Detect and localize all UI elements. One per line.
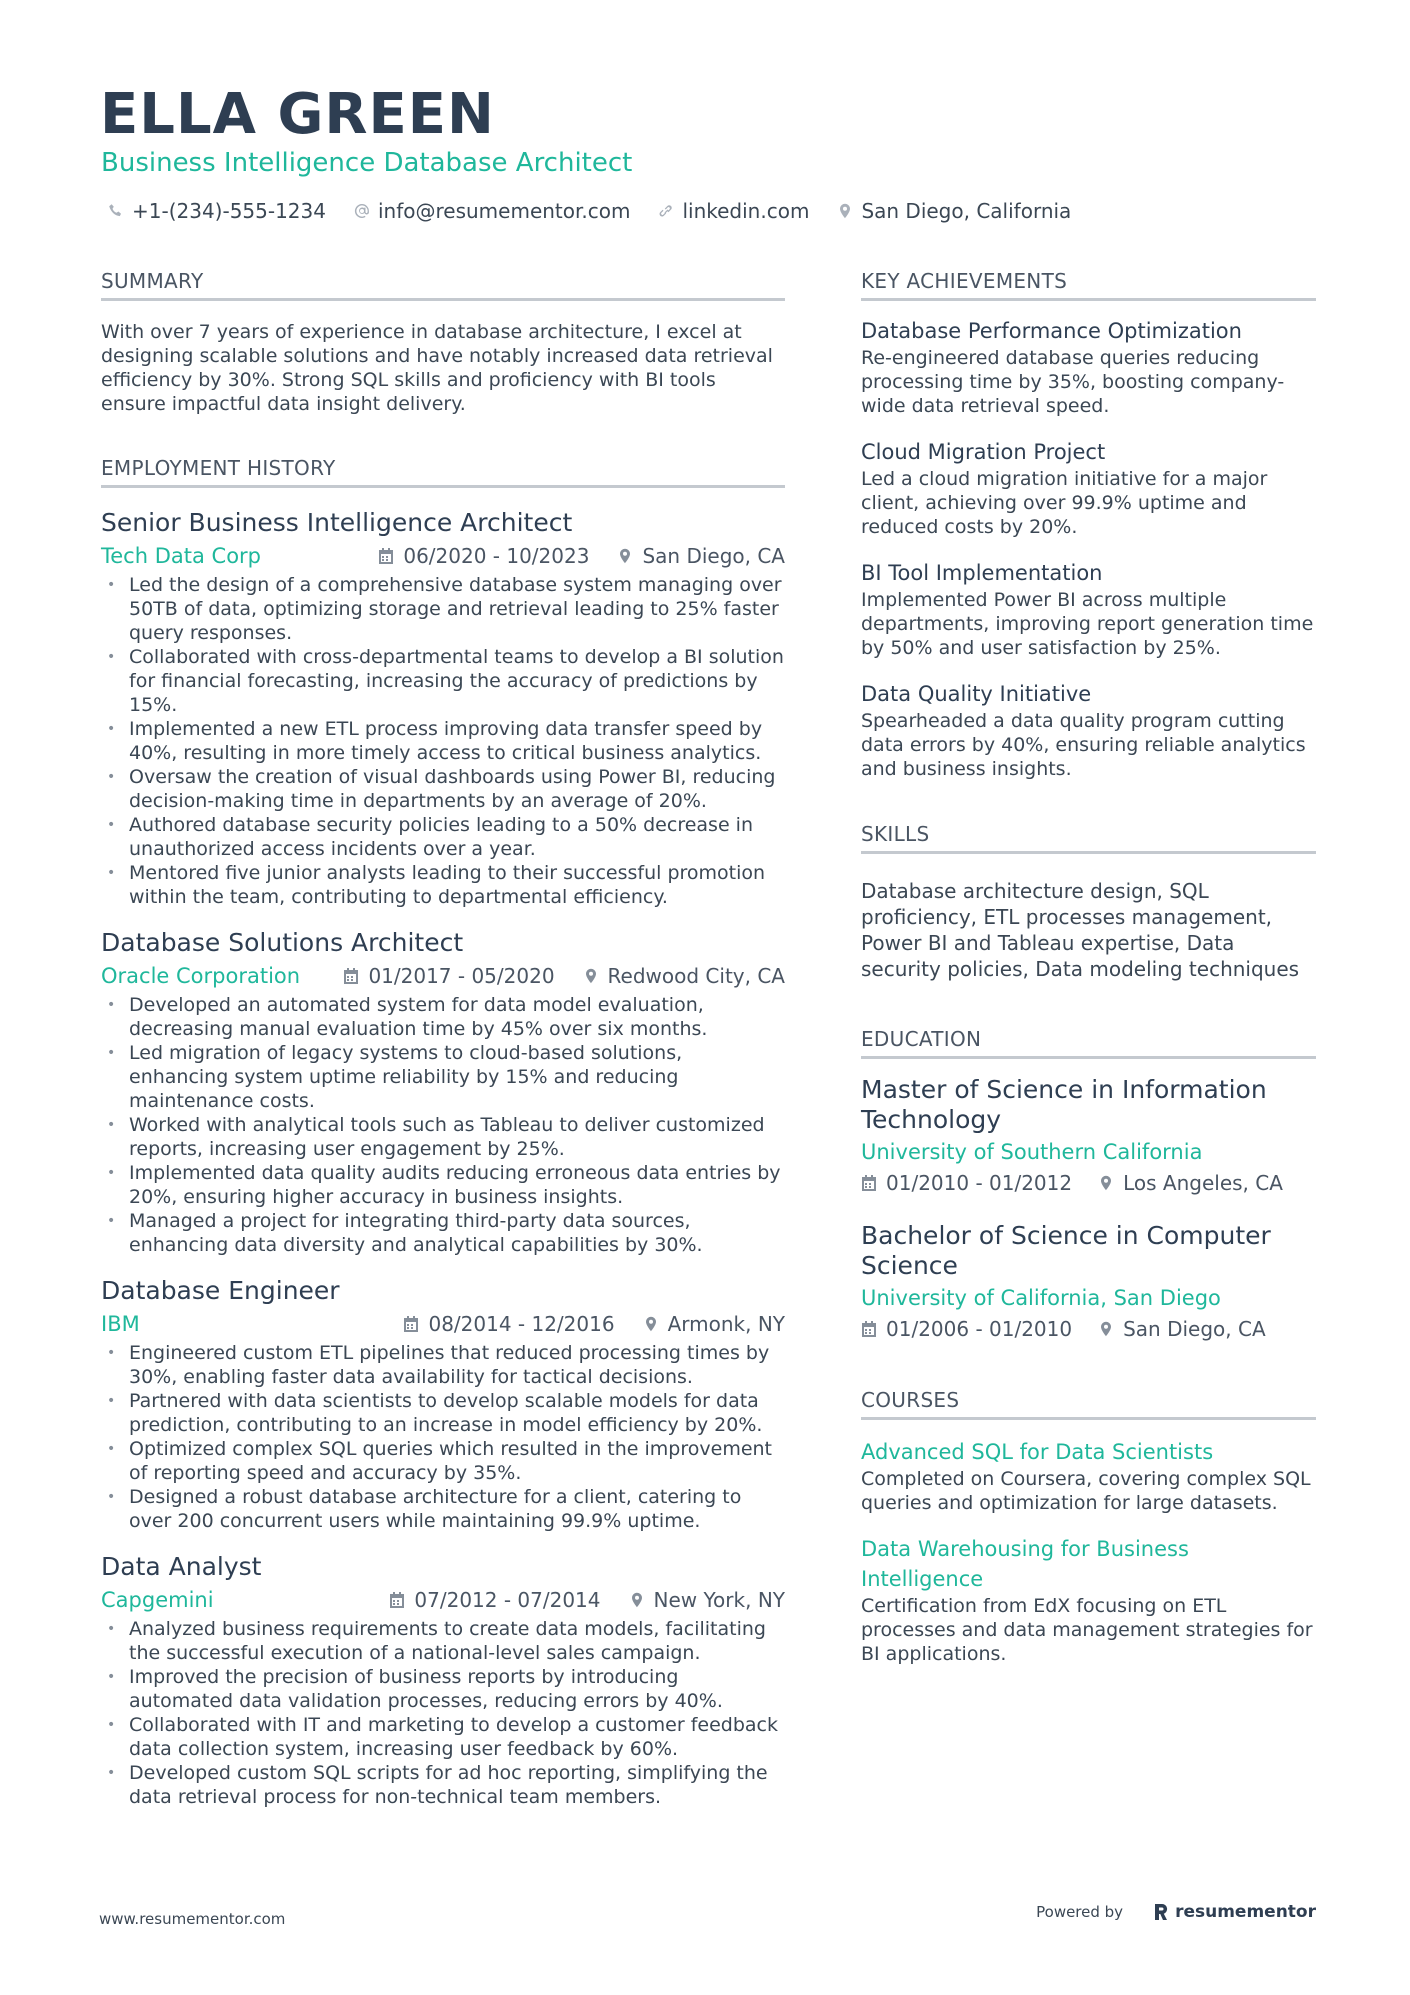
list-item: • Developed an automated system for data model evaluation, decreasing manual evaluation time by 45% over six months.: [101, 993, 785, 1041]
job-dates-text: 01/2017 - 05/2020: [368, 964, 555, 988]
job-entry: [101, 1551, 785, 1809]
job-location: [617, 544, 785, 568]
candidate-name: ELLA GREEN: [100, 82, 495, 147]
job-title: Senior Business Intelligence Architect: [101, 508, 573, 537]
list-item: • Improved the precision of business reports by introducing automated data validation processes, reducing errors by 40%.: [101, 1665, 785, 1713]
calendar-icon: [861, 1321, 877, 1337]
job-company: Tech Data Corp: [101, 544, 262, 568]
job-dates-text: 07/2012 - 07/2014: [414, 1588, 601, 1612]
job-dates-text: 06/2020 - 10/2023: [403, 544, 590, 568]
education-meta: [861, 1167, 1316, 1199]
education-section: [861, 1026, 1316, 1345]
achievement-text: Led a cloud migration initiative for a major client, achieving over 99.9% uptime and reduced costs by 20%.: [861, 468, 1268, 538]
course-item: [861, 1534, 1316, 1666]
education-degree: Master of Science in Information Technology: [861, 1075, 1267, 1134]
contact-linkedin[interactable]: [658, 199, 809, 223]
course-item: [861, 1437, 1316, 1515]
job-meta: [101, 959, 785, 993]
contact-bar: [108, 196, 1099, 226]
email-text: info@resumementor.com: [377, 199, 631, 223]
summary-heading: SUMMARY: [101, 268, 785, 301]
job-location: [583, 964, 785, 988]
job-bullets: [101, 573, 785, 909]
location-icon: [583, 968, 599, 984]
job-title: Database Solutions Architect: [101, 928, 464, 957]
job-bullets: [101, 993, 785, 1257]
education-dates: [861, 1171, 1072, 1195]
job-company: IBM: [101, 1312, 140, 1336]
job-entry: [101, 927, 785, 1257]
contact-email[interactable]: [354, 199, 630, 223]
job-location-text: San Diego, CA: [642, 544, 785, 568]
location-icon: [629, 1592, 645, 1608]
job-dates: [378, 544, 589, 568]
brand-logo[interactable]: [1153, 1902, 1316, 1922]
job-bullets: [101, 1617, 785, 1809]
education-dates-text: 01/2010 - 01/2012: [886, 1171, 1073, 1195]
achievement-item: [861, 437, 1316, 539]
course-title: Advanced SQL for Data Scientists: [861, 1440, 1214, 1464]
right-column: [861, 268, 1316, 1666]
summary-section: [101, 268, 785, 416]
summary-text: With over 7 years of experience in database architecture, I excel at designing scalable solutions and have notably increased data retrieval efficiency by 30%. Strong SQL skills and proficiency with BI tools ensure impactful data insight delivery.: [101, 321, 773, 415]
education-dates-text: 01/2006 - 01/2010: [886, 1317, 1073, 1341]
employment-heading: EMPLOYMENT HISTORY: [101, 455, 785, 488]
phone-text: +1-(234)-555-1234: [132, 199, 326, 223]
job-dates-text: 08/2014 - 12/2016: [428, 1312, 615, 1336]
achievement-text: Implemented Power BI across multiple departments, improving report generation time by 50% and user satisfaction by 25%.: [861, 589, 1314, 659]
achievements-section: [861, 268, 1316, 781]
education-degree: Bachelor of Science in Computer Science: [861, 1221, 1271, 1280]
contact-phone: [108, 199, 326, 223]
list-item: • Worked with analytical tools such as Tableau to deliver customized reports, increasing user engagement by 25%.: [101, 1113, 785, 1161]
job-entry: [101, 1275, 785, 1533]
calendar-icon: [343, 968, 359, 984]
list-item: • Collaborated with cross-departmental teams to develop a BI solution for financial forecasting, increasing the accuracy of predictions by 15%.: [101, 645, 785, 717]
education-location-text: Los Angeles, CA: [1123, 1171, 1283, 1195]
footer-powered: [1036, 1902, 1316, 1922]
list-item: • Managed a project for integrating third-party data sources, enhancing data diversity and analytical capabilities by 30%.: [101, 1209, 785, 1257]
calendar-icon: [389, 1592, 405, 1608]
job-location: [629, 1588, 785, 1612]
education-school: University of California, San Diego: [861, 1286, 1221, 1310]
list-item: • Optimized complex SQL queries which resulted in the improvement of reporting speed and accuracy by 35%.: [101, 1437, 785, 1485]
list-item: • Mentored five junior analysts leading to their successful promotion within the team, contributing to departmental efficiency.: [101, 861, 785, 909]
list-item: • Designed a robust database architecture for a client, catering to over 200 concurrent users while maintaining 99.9% uptime.: [101, 1485, 785, 1533]
job-location-text: Redwood City, CA: [607, 964, 785, 988]
phone-icon: [108, 203, 124, 219]
list-item: • Collaborated with IT and marketing to develop a customer feedback data collection system, increasing user feedback by 60%.: [101, 1713, 785, 1761]
job-location-text: New York, NY: [653, 1588, 785, 1612]
education-meta: [861, 1313, 1316, 1345]
job-location: [643, 1312, 785, 1336]
achievement-title: Database Performance Optimization: [861, 319, 1242, 343]
achievement-title: Data Quality Initiative: [861, 682, 1092, 706]
list-item: • Led migration of legacy systems to cloud-based solutions, enhancing system uptime reliability by 15% and reducing maintenance costs.: [101, 1041, 785, 1113]
job-meta: [101, 1583, 785, 1617]
location-icon: [837, 203, 853, 219]
employment-section: [101, 455, 785, 1809]
list-item: • Implemented a new ETL process improving data transfer speed by 40%, resulting in more timely access to critical business analytics.: [101, 717, 785, 765]
list-item: • Led the design of a comprehensive database system managing over 50TB of data, optimizing storage and retrieval leading to 25% faster query responses.: [101, 573, 785, 645]
skills-heading: SKILLS: [861, 821, 1316, 854]
education-item: [861, 1221, 1316, 1345]
achievement-item: [861, 316, 1316, 418]
calendar-icon: [403, 1316, 419, 1332]
candidate-role: Business Intelligence Database Architect: [101, 148, 633, 178]
left-column: [101, 268, 785, 1809]
list-item: • Implemented data quality audits reducing erroneous data entries by 20%, ensuring higher accuracy in business insights.: [101, 1161, 785, 1209]
achievement-item: [861, 679, 1316, 781]
location-icon: [1098, 1175, 1114, 1191]
education-item: [861, 1075, 1316, 1199]
education-school: University of Southern California: [861, 1140, 1203, 1164]
achievement-item: [861, 558, 1316, 660]
list-item: • Developed custom SQL scripts for ad hoc reporting, simplifying the data retrieval process for non-technical team members.: [101, 1761, 785, 1809]
list-item: • Engineered custom ETL pipelines that reduced processing times by 30%, enabling faster data availability for tactical decisions.: [101, 1341, 785, 1389]
link-icon: [658, 203, 674, 219]
job-meta: [101, 539, 785, 573]
job-title: Data Analyst: [101, 1552, 262, 1581]
education-location-text: San Diego, CA: [1123, 1317, 1266, 1341]
job-entry: [101, 507, 785, 909]
location-icon: [1098, 1321, 1114, 1337]
footer-website[interactable]: www.resumementor.com: [99, 1910, 286, 1928]
powered-by-label: Powered by: [1036, 1903, 1124, 1921]
education-dates: [861, 1317, 1072, 1341]
list-item: • Oversaw the creation of visual dashboards using Power BI, reducing decision-making time in departments by an average of 20%.: [101, 765, 785, 813]
skills-section: [861, 821, 1316, 982]
resumementor-logo-icon: [1153, 1903, 1169, 1921]
list-item: • Authored database security policies leading to a 50% decrease in unauthorized access incidents over a year.: [101, 813, 785, 861]
job-company: Oracle Corporation: [101, 964, 301, 988]
job-company: Capgemini: [101, 1588, 214, 1612]
job-dates: [403, 1312, 614, 1336]
education-location: [1098, 1171, 1283, 1195]
course-title: Data Warehousing for Business Intelligence: [861, 1537, 1189, 1591]
education-heading: EDUCATION: [861, 1026, 1316, 1059]
location-text: San Diego, California: [861, 199, 1072, 223]
course-text: Completed on Coursera, covering complex SQL queries and optimization for large datasets.: [861, 1468, 1311, 1514]
location-icon: [617, 548, 633, 564]
job-title: Database Engineer: [101, 1276, 340, 1305]
at-icon: [354, 203, 370, 219]
achievement-title: BI Tool Implementation: [861, 561, 1103, 585]
job-bullets: [101, 1341, 785, 1533]
calendar-icon: [378, 548, 394, 564]
courses-section: [861, 1387, 1316, 1666]
location-icon: [643, 1316, 659, 1332]
education-location: [1098, 1317, 1266, 1341]
list-item: • Partnered with data scientists to develop scalable models for data prediction, contributing to an increase in model efficiency by 20%.: [101, 1389, 785, 1437]
list-item: • Analyzed business requirements to create data models, facilitating the successful execution of a national-level sales campaign.: [101, 1617, 785, 1665]
achievement-title: Cloud Migration Project: [861, 440, 1106, 464]
job-meta: [101, 1307, 785, 1341]
calendar-icon: [861, 1175, 877, 1191]
contact-location: [837, 199, 1071, 223]
job-dates: [343, 964, 554, 988]
skills-text: Database architecture design, SQL proficiency, ETL processes management, Power BI and Tableau expertise, Data security policies, Data modeling techniques: [861, 879, 1300, 981]
job-location-text: Armonk, NY: [667, 1312, 785, 1336]
achievements-heading: KEY ACHIEVEMENTS: [861, 268, 1316, 301]
achievement-text: Re-engineered database queries reducing processing time by 35%, boosting company-wide data retrieval speed.: [861, 347, 1285, 417]
courses-heading: COURSES: [861, 1387, 1316, 1420]
job-dates: [389, 1588, 600, 1612]
course-text: Certification from EdX focusing on ETL processes and data management strategies for BI applications.: [861, 1595, 1313, 1665]
achievement-text: Spearheaded a data quality program cutting data errors by 40%, ensuring reliable analytics and business insights.: [861, 710, 1306, 780]
linkedin-text: linkedin.com: [682, 199, 810, 223]
brand-name: resumementor: [1175, 1902, 1316, 1922]
